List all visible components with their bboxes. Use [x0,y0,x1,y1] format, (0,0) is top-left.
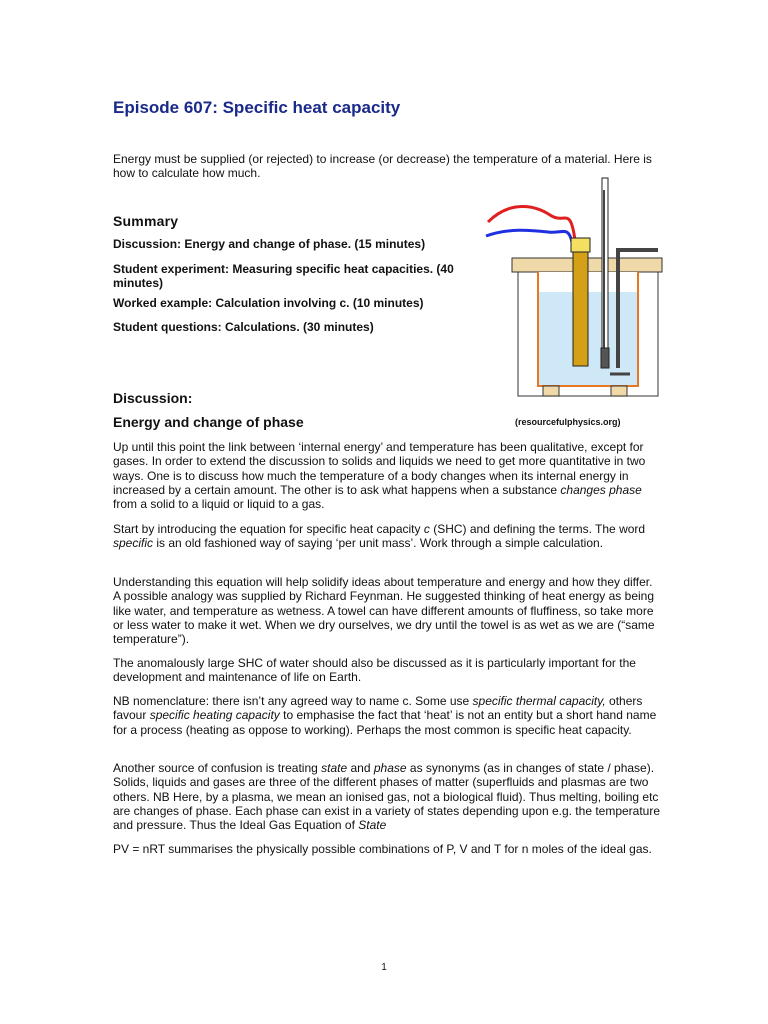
paragraph: Up until this point the link between ‘internal energy’ and temperature has been qualitative, except for gases. In order to extend the discussion to solids and liquids we need to get more quantitative in two ways. One is to discuss how much the temperature of a body changes when its internal energy in increased by a certain amount. The other is to ask what happens when a substance changes phase from a solid to a liquid or liquid to a gas. [113,440,646,512]
red-wire [488,206,575,240]
blue-wire [486,230,572,242]
emphasis: changes phase [560,482,642,497]
summary-item: Student questions: Calculations. (30 minutes) [113,320,374,334]
intro-paragraph: Energy must be supplied (or rejected) to increase (or decrease) the temperature of a material. Here is how to calculate how much. [113,152,652,181]
page-number: 1 [381,962,387,973]
summary-heading: Summary [113,213,179,229]
page-title: Episode 607: Specific heat capacity [113,98,401,117]
figure-caption: (resourcefulphysics.org) [515,417,621,427]
paragraph: Another source of confusion is treating state and phase as synonyms (as in changes of state / phase). Solids, liquids and gases are three of the different phases of matter (superfluids and plasmas are two others. NB Here, by a plasma, we mean an ionised gas, not a biological fluid). Thus melting, boiling etc are changes of phase. Each phase can exist in a variety of states depending upon e.g. the temperature and pressure. Thus the Ideal Gas Equation of State [113,761,661,833]
support-foot [611,386,627,396]
summary-item: Discussion: Energy and change of phase. (15 minutes) [113,237,426,251]
heater [573,238,588,366]
summary-item: Worked example: Calculation involving c. (10 minutes) [113,296,424,310]
paragraph: NB nomenclature: there isn’t any agreed way to name c. Some use specific thermal capacity, others favour specific heating capacity to emphasise the fact that ‘heat’ is not an entity but a short hand name for a process (heating as oppose to working). Perhaps the most common is specific heat capacity. [113,694,657,737]
emphasis: State [358,818,387,833]
calorimeter-diagram [480,170,680,415]
emphasis: specific thermal capacity, [472,694,606,708]
paragraph: The anomalously large SHC of water should also be discussed as it is particularly important for the development and maintenance of life on Earth. [113,656,636,685]
discussion-heading: Discussion: [113,390,193,406]
emphasis: specific heating capacity [149,708,280,723]
emphasis: state [321,761,348,775]
paragraph: Start by introducing the equation for specific heat capacity c (SHC) and defining the terms. The word specific is an old fashioned way of saying ‘per unit mass’. Work through a simple calculation. [113,522,646,551]
support-foot [543,386,559,396]
paragraph: Understanding this equation will help solidify ideas about temperature and energy and how they differ. A possible analogy was supplied by Richard Feynman. He suggested thinking of heat energy as being like water, and temperature as wetness. A towel can have different amounts of fluffiness, so take more or less water to make it wet. When we dry ourselves, we dry until the towel is as wet as we are (“same temperature”). [113,575,655,647]
emphasis: c [423,522,430,536]
emphasis: specific [113,536,154,551]
section-heading: Energy and change of phase [113,414,304,430]
emphasis: phase [373,761,407,775]
summary-item: Student experiment: Measuring specific heat capacities. (40 minutes) [113,262,454,291]
paragraph: PV = nRT summarises the physically possible combinations of P, V and T for n moles of the ideal gas. [113,842,652,856]
